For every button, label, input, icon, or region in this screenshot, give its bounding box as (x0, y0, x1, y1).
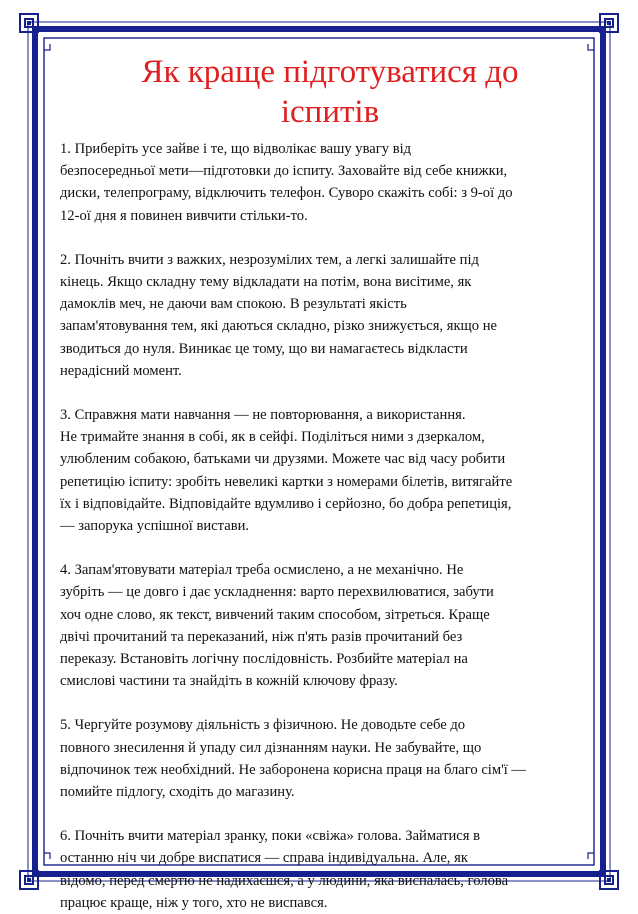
text-line: — запорука успішної вистави. (60, 518, 250, 535)
text-line: працює краще, ніж у того, хто не виспався. (60, 894, 328, 911)
paragraph-2 (60, 249, 590, 382)
text-line: 12-ої дня я повинен вивчити стільки-то. (60, 207, 308, 224)
text-line: 3. Справжня мати навчання — не повторювання, а використання. (60, 407, 466, 424)
text-line: смислові частини та знайдіть в кожній ключову фразу. (60, 673, 398, 690)
text-line: переказу. Встановіть логічну послідовність. Розбийте матеріал на (60, 651, 468, 668)
page-title (60, 52, 590, 132)
paragraph-6 (60, 825, 590, 914)
text-line: репетицію іспиту: зробіть невеликі картки з номерами білетів, витягайте (60, 473, 513, 490)
text-line: 5. Чергуйте розумову діяльність з фізичною. Не доводьте себе до (60, 717, 466, 734)
title-line: іспитів (280, 94, 380, 130)
text-line: їх і відповідайте. Відповідайте вдумливо і серйозно, бо добра репетиція, (60, 495, 512, 512)
text-line: диски, телепрограму, відключить телефон. Суворо скажіть собі: з 9-ої до (60, 185, 513, 202)
title-line: Як краще підготуватися до (141, 54, 519, 90)
text-line: 6. Почніть вчити матеріал зранку, поки «свіжа» голова. Займатися в (60, 828, 481, 845)
paragraph-3 (60, 404, 590, 537)
text-line: кінець. Якщо складну тему відкладати на потім, вона висітиме, як (60, 274, 472, 291)
text-line: повного знесилення й упаду сил дізнанням науки. Не забувайте, що (60, 739, 482, 756)
text-line: улюбленим собакою, батьками чи друзями. Можете час від часу робити (60, 451, 506, 468)
text-line: хоч одне слово, як текст, вивчений таким способом, зітреться. Краще (60, 606, 490, 623)
text-line: помийте підлогу, сходіть до магазину. (60, 784, 295, 801)
text-line: зводиться до нуля. Виникає це тому, що ви намагаєтесь відкласти (60, 340, 468, 357)
text-line: двічі прочитаний та переказаний, ніж п'ять разів прочитаний без (60, 628, 463, 645)
document-body (60, 52, 590, 911)
text-line: відпочинок теж необхідний. Не заборонена корисна праця на благо сім'ї — (60, 761, 527, 778)
text-line: нерадісний момент. (60, 362, 182, 379)
text-line: дамоклів меч, не даючи вам спокою. В результаті якість (60, 296, 407, 313)
paragraph-4 (60, 559, 590, 692)
text-line: зубріть — це довго і дає ускладнення: варто перехвилюватися, забути (60, 584, 494, 601)
text-line: 4. Запам'ятовувати матеріал треба осмислено, а не механічно. Не (60, 562, 464, 579)
text-line: 2. Почніть вчити з важких, незрозумілих тем, а легкі залишайте під (60, 251, 479, 268)
text-line: відомо, перед смертю не надихаєшся, а у людини, яка виспалась, голова (60, 872, 509, 889)
paragraph-5 (60, 714, 590, 803)
text-line: останню ніч чи добре виспатися — справа індивідуальна. Але, як (60, 850, 468, 867)
text-line: Не тримайте знання в собі, як в сейфі. Поділіться ними з дзеркалом, (60, 429, 485, 446)
text-line: 1. Приберіть усе зайве і те, що відволікає вашу увагу від (60, 141, 412, 157)
text-line: запам'ятовування тем, які даються складно, різко знижується, якщо не (60, 318, 498, 335)
paragraph-1 (60, 138, 590, 227)
text-line: безпосередньої мети—підготовки до іспиту. Заховайте від себе книжки, (60, 163, 508, 180)
